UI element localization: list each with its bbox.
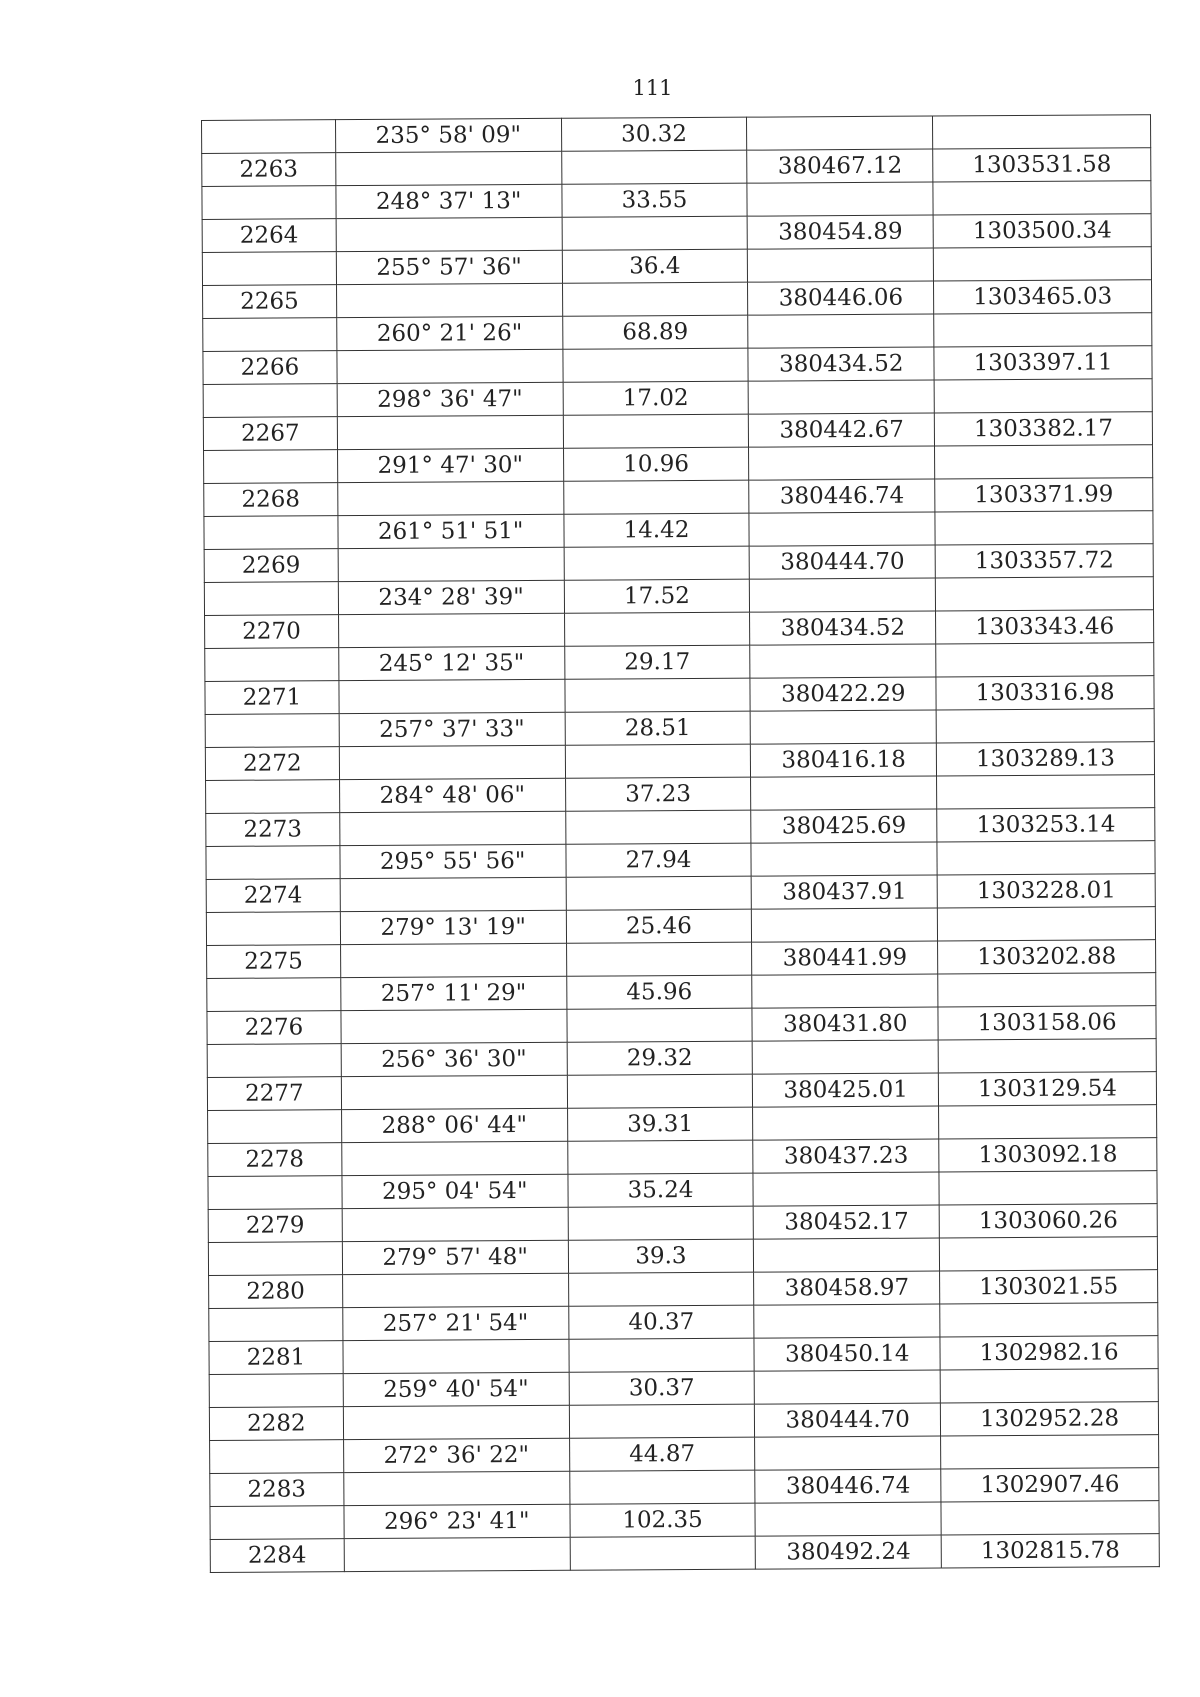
point-cell: 2275 — [207, 945, 341, 979]
easting-cell — [933, 181, 1151, 215]
table-row-station — [210, 1468, 1159, 1507]
bearing-cell — [343, 1339, 569, 1373]
northing-cell — [748, 248, 934, 282]
bearing-cell: 279° 57' 48" — [342, 1240, 568, 1274]
distance-cell: 30.37 — [569, 1371, 755, 1405]
table-row-station — [203, 346, 1152, 385]
distance-cell: 25.46 — [566, 909, 752, 943]
point-cell: 2264 — [202, 219, 336, 253]
easting-cell: 1303092.18 — [939, 1138, 1157, 1172]
northing-cell: 380458.97 — [754, 1271, 940, 1305]
bearing-cell — [342, 1207, 568, 1241]
distance-cell: 33.55 — [562, 183, 748, 217]
easting-cell — [934, 379, 1152, 413]
point-cell — [209, 1374, 343, 1408]
bearing-cell — [344, 1537, 570, 1571]
distance-cell: 36.4 — [562, 249, 748, 283]
table-row-station — [206, 874, 1155, 913]
northing-cell — [752, 1040, 938, 1074]
easting-cell: 1303465.03 — [934, 280, 1152, 314]
point-cell — [209, 1308, 343, 1342]
easting-cell: 1302815.78 — [941, 1534, 1159, 1568]
point-cell: 2263 — [202, 153, 336, 187]
bearing-cell — [336, 283, 562, 317]
northing-cell — [753, 1106, 939, 1140]
easting-cell — [941, 1501, 1159, 1535]
easting-cell: 1303158.06 — [938, 1006, 1156, 1040]
table-row-station — [205, 742, 1154, 781]
easting-cell — [934, 313, 1152, 347]
bearing-cell — [337, 415, 563, 449]
point-cell — [206, 912, 340, 946]
easting-cell — [940, 1303, 1158, 1337]
point-cell: 2271 — [205, 681, 339, 715]
bearing-cell — [341, 1009, 567, 1043]
northing-cell — [749, 446, 935, 480]
point-cell: 2273 — [206, 813, 340, 847]
bearing-cell — [342, 1141, 568, 1175]
bearing-cell: 248° 37' 13" — [336, 184, 562, 218]
easting-cell — [940, 1237, 1158, 1271]
easting-cell — [939, 1171, 1157, 1205]
easting-cell — [936, 643, 1154, 677]
point-cell — [202, 186, 336, 220]
easting-cell — [935, 511, 1153, 545]
distance-cell: 17.02 — [563, 381, 749, 415]
table-row-station — [205, 676, 1154, 715]
page-number: 111 — [632, 76, 673, 100]
bearing-cell — [343, 1405, 569, 1439]
point-cell — [204, 582, 338, 616]
northing-cell — [755, 1502, 941, 1536]
northing-cell: 380454.89 — [747, 215, 933, 249]
easting-cell: 1303289.13 — [937, 742, 1155, 776]
point-cell — [207, 978, 341, 1012]
bearing-cell: 257° 37' 33" — [339, 712, 565, 746]
point-cell: 2272 — [205, 747, 339, 781]
northing-cell: 380444.70 — [749, 545, 935, 579]
distance-cell: 28.51 — [565, 711, 751, 745]
northing-cell — [748, 380, 934, 414]
point-cell: 2284 — [210, 1539, 344, 1573]
table-row-station — [209, 1336, 1158, 1375]
table-row-station — [204, 544, 1153, 583]
distance-cell: 29.17 — [564, 645, 750, 679]
distance-cell: 44.87 — [569, 1437, 755, 1471]
distance-cell — [568, 1206, 754, 1240]
northing-cell — [748, 314, 934, 348]
point-cell — [206, 780, 340, 814]
point-cell — [203, 384, 337, 418]
bearing-cell: 288° 06' 44" — [341, 1108, 567, 1142]
northing-cell — [751, 776, 937, 810]
easting-cell — [941, 1435, 1159, 1469]
distance-cell — [563, 414, 749, 448]
easting-cell: 1303021.55 — [940, 1270, 1158, 1304]
point-cell: 2268 — [204, 483, 338, 517]
northing-cell — [750, 578, 936, 612]
distance-cell — [562, 282, 748, 316]
point-cell: 2281 — [209, 1341, 343, 1375]
easting-cell — [933, 115, 1151, 149]
easting-cell: 1303382.17 — [934, 412, 1152, 446]
northing-cell — [755, 1436, 941, 1470]
distance-cell — [564, 546, 750, 580]
bearing-cell — [340, 877, 566, 911]
easting-cell — [940, 1369, 1158, 1403]
point-cell: 2270 — [205, 615, 339, 649]
point-cell — [210, 1506, 344, 1540]
distance-cell — [564, 612, 750, 646]
northing-cell: 380434.52 — [750, 611, 936, 645]
bearing-cell: 298° 36' 47" — [337, 382, 563, 416]
northing-cell — [747, 116, 933, 150]
easting-cell — [933, 247, 1151, 281]
point-cell — [203, 318, 337, 352]
point-cell: 2279 — [208, 1209, 342, 1243]
easting-cell: 1303371.99 — [935, 478, 1153, 512]
table-row-station — [208, 1204, 1157, 1243]
point-cell — [202, 120, 336, 154]
bearing-cell: 296° 23' 41" — [344, 1504, 570, 1538]
easting-cell: 1302907.46 — [941, 1468, 1159, 1502]
distance-cell — [567, 1008, 753, 1042]
point-cell — [206, 846, 340, 880]
point-cell — [208, 1242, 342, 1276]
easting-cell: 1302952.28 — [941, 1402, 1159, 1436]
point-cell: 2267 — [203, 417, 337, 451]
northing-cell — [753, 1172, 939, 1206]
distance-cell: 68.89 — [562, 315, 748, 349]
table-row-station — [207, 940, 1156, 979]
distance-cell — [569, 1470, 755, 1504]
bearing-cell — [338, 547, 564, 581]
distance-cell — [568, 1272, 754, 1306]
distance-cell — [570, 1536, 756, 1570]
distance-cell: 14.42 — [564, 513, 750, 547]
northing-cell — [752, 974, 938, 1008]
bearing-cell: 295° 04' 54" — [342, 1174, 568, 1208]
point-cell — [208, 1110, 342, 1144]
easting-cell: 1303531.58 — [933, 148, 1151, 182]
point-cell: 2278 — [208, 1143, 342, 1177]
easting-cell: 1303129.54 — [939, 1072, 1157, 1106]
northing-cell: 380444.70 — [755, 1403, 941, 1437]
easting-cell: 1303316.98 — [936, 676, 1154, 710]
distance-cell — [566, 942, 752, 976]
northing-cell — [747, 182, 933, 216]
easting-cell — [938, 1039, 1156, 1073]
easting-cell — [937, 775, 1155, 809]
easting-cell — [938, 973, 1156, 1007]
easting-cell: 1303500.34 — [933, 214, 1151, 248]
distance-cell: 30.32 — [561, 117, 747, 151]
bearing-cell — [340, 943, 566, 977]
point-cell — [204, 516, 338, 550]
northing-cell: 380492.24 — [756, 1535, 942, 1569]
easting-cell — [937, 841, 1155, 875]
distance-cell — [569, 1338, 755, 1372]
table-row-station — [202, 148, 1151, 187]
distance-cell — [561, 150, 747, 184]
distance-cell — [567, 1074, 753, 1108]
northing-cell — [752, 908, 938, 942]
easting-cell — [938, 907, 1156, 941]
point-cell: 2269 — [204, 549, 338, 583]
bearing-cell — [338, 613, 564, 647]
bearing-cell — [337, 349, 563, 383]
bearing-cell — [341, 1075, 567, 1109]
point-cell: 2274 — [206, 879, 340, 913]
bearing-cell: 255° 57' 36" — [336, 250, 562, 284]
northing-cell: 380446.74 — [749, 479, 935, 513]
bearing-cell: 272° 36' 22" — [343, 1438, 569, 1472]
table-row-station — [202, 214, 1151, 253]
distance-cell: 35.24 — [568, 1173, 754, 1207]
point-cell — [205, 648, 339, 682]
table-row-station — [204, 478, 1153, 517]
northing-cell — [754, 1370, 940, 1404]
distance-cell — [569, 1404, 755, 1438]
point-cell — [202, 252, 336, 286]
table-row-station — [205, 610, 1154, 649]
table-body — [202, 115, 1160, 1573]
easting-cell — [935, 445, 1153, 479]
table-row-station — [209, 1402, 1158, 1441]
northing-cell: 380434.52 — [748, 347, 934, 381]
northing-cell: 380441.99 — [752, 941, 938, 975]
distance-cell: 102.35 — [570, 1503, 756, 1537]
point-cell: 2276 — [207, 1011, 341, 1045]
distance-cell — [565, 678, 751, 712]
distance-cell — [563, 348, 749, 382]
point-cell: 2282 — [209, 1407, 343, 1441]
point-cell — [210, 1440, 344, 1474]
northing-cell — [750, 644, 936, 678]
point-cell: 2266 — [203, 351, 337, 385]
point-cell — [207, 1044, 341, 1078]
easting-cell: 1303202.88 — [938, 940, 1156, 974]
distance-cell — [563, 480, 749, 514]
bearing-cell: 235° 58' 09" — [335, 118, 561, 152]
northing-cell — [754, 1304, 940, 1338]
bearing-cell: 260° 21' 26" — [337, 316, 563, 350]
bearing-cell: 291° 47' 30" — [337, 448, 563, 482]
bearing-cell: 257° 21' 54" — [343, 1306, 569, 1340]
distance-cell: 39.31 — [567, 1107, 753, 1141]
bearing-cell — [340, 811, 566, 845]
bearing-cell: 295° 55' 56" — [340, 844, 566, 878]
bearing-cell: 259° 40' 54" — [343, 1372, 569, 1406]
distance-cell — [566, 876, 752, 910]
bearing-cell — [344, 1471, 570, 1505]
bearing-cell — [336, 217, 562, 251]
table-row-station — [203, 280, 1152, 319]
table-row-station — [206, 808, 1155, 847]
distance-cell — [567, 1140, 753, 1174]
distance-cell: 37.23 — [565, 777, 751, 811]
easting-cell — [939, 1105, 1157, 1139]
northing-cell — [750, 710, 936, 744]
distance-cell: 10.96 — [563, 447, 749, 481]
point-cell: 2283 — [210, 1473, 344, 1507]
distance-cell: 40.37 — [568, 1305, 754, 1339]
bearing-cell: 284° 48' 06" — [339, 778, 565, 812]
northing-cell: 380425.69 — [751, 809, 937, 843]
northing-cell — [754, 1238, 940, 1272]
northing-cell — [749, 512, 935, 546]
point-cell: 2265 — [203, 285, 337, 319]
distance-cell — [562, 216, 748, 250]
table-row-station — [207, 1006, 1156, 1045]
easting-cell: 1302982.16 — [940, 1336, 1158, 1370]
distance-cell: 27.94 — [566, 843, 752, 877]
northing-cell: 380467.12 — [747, 149, 933, 183]
survey-coordinates-table — [201, 114, 1160, 1573]
northing-cell: 380442.67 — [749, 413, 935, 447]
point-cell — [204, 450, 338, 484]
bearing-cell: 279° 13' 19" — [340, 910, 566, 944]
bearing-cell: 234° 28' 39" — [338, 580, 564, 614]
northing-cell: 380437.23 — [753, 1139, 939, 1173]
bearing-cell — [338, 481, 564, 515]
table-row-station — [207, 1072, 1156, 1111]
table-row-station — [209, 1270, 1158, 1309]
bearing-cell: 245° 12' 35" — [339, 646, 565, 680]
easting-cell: 1303357.72 — [935, 544, 1153, 578]
northing-cell: 380425.01 — [753, 1073, 939, 1107]
northing-cell: 380437.91 — [751, 875, 937, 909]
distance-cell — [565, 810, 751, 844]
easting-cell: 1303228.01 — [937, 874, 1155, 908]
table-row-station — [208, 1138, 1157, 1177]
table-row-station — [203, 412, 1152, 451]
point-cell — [208, 1176, 342, 1210]
northing-cell: 380446.74 — [755, 1469, 941, 1503]
distance-cell: 45.96 — [566, 975, 752, 1009]
easting-cell — [936, 709, 1154, 743]
northing-cell: 380450.14 — [754, 1337, 940, 1371]
easting-cell: 1303253.14 — [937, 808, 1155, 842]
northing-cell: 380422.29 — [750, 677, 936, 711]
northing-cell: 380452.17 — [753, 1205, 939, 1239]
point-cell: 2280 — [209, 1275, 343, 1309]
bearing-cell — [339, 679, 565, 713]
bearing-cell: 257° 11' 29" — [341, 976, 567, 1010]
distance-cell: 39.3 — [568, 1239, 754, 1273]
distance-cell: 17.52 — [564, 579, 750, 613]
northing-cell: 380416.18 — [751, 743, 937, 777]
table-row-station — [210, 1534, 1159, 1573]
northing-cell: 380446.06 — [748, 281, 934, 315]
point-cell: 2277 — [207, 1077, 341, 1111]
northing-cell — [751, 842, 937, 876]
bearing-cell — [336, 151, 562, 185]
bearing-cell — [339, 745, 565, 779]
easting-cell: 1303060.26 — [939, 1204, 1157, 1238]
bearing-cell — [342, 1273, 568, 1307]
easting-cell: 1303343.46 — [936, 610, 1154, 644]
point-cell — [205, 714, 339, 748]
distance-cell — [565, 744, 751, 778]
bearing-cell: 256° 36' 30" — [341, 1042, 567, 1076]
distance-cell: 29.32 — [567, 1041, 753, 1075]
northing-cell: 380431.80 — [752, 1007, 938, 1041]
bearing-cell: 261° 51' 51" — [338, 514, 564, 548]
easting-cell: 1303397.11 — [934, 346, 1152, 380]
easting-cell — [935, 577, 1153, 611]
